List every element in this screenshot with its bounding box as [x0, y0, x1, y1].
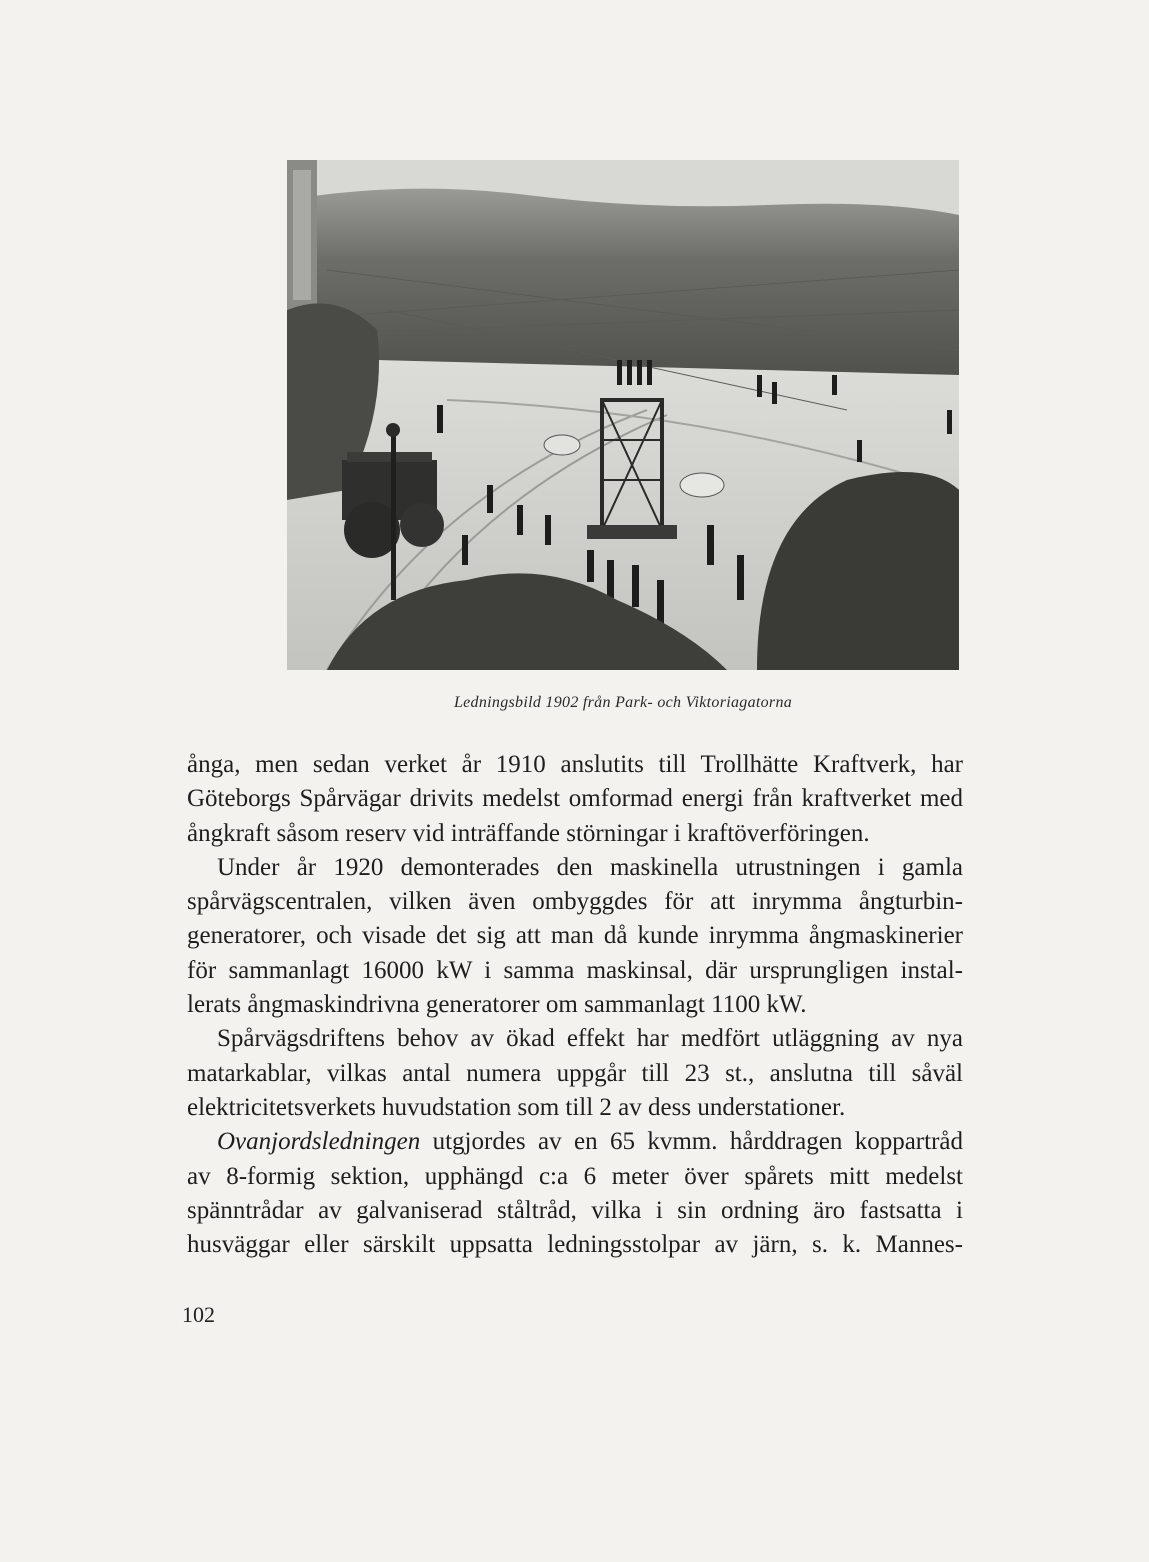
text-line: spänntrådar av galvaniserad ståltråd, vilka i sin ordning äro fastsatta i — [187, 1196, 963, 1224]
text-line: Göteborgs Spårvägar drivits medelst omformad energi från kraftverket med — [187, 785, 963, 813]
photo-caption: Ledningsbild 1902 från Park- och Viktoriagatorna — [453, 694, 793, 711]
text-line: av 8-formig sektion, upphängd c:a 6 meter över spårets mitt medelst — [187, 1162, 963, 1190]
text-line: husväggar eller särskilt uppsatta ledningsstolpar av järn, s. k. Mannes- — [187, 1231, 963, 1259]
text-line: Spårvägsdriftens behov av ökad effekt har medfört utläggning av nya — [217, 1025, 963, 1053]
page-number: 102 — [182, 1302, 215, 1327]
italic-term: Ovanjordsledningen — [217, 1128, 421, 1156]
historical-photograph — [287, 160, 959, 670]
text-line: elektricitetsverkets huvudstation som till 2 av dess understationer. — [187, 1093, 846, 1121]
text-line: lerats ångmaskindrivna generatorer om sammanlagt 1100 kW. — [187, 991, 807, 1019]
text-line: generatorer, och visade det sig att man då kunde inrymma ångmaskinerier — [187, 922, 963, 950]
text-line: Under år 1920 demonterades den maskinella utrustningen i gamla — [217, 853, 963, 881]
text-line: ånga, men sedan verket år 1910 anslutits till Trollhätte Kraftverk, har — [187, 751, 963, 778]
body-text — [187, 748, 963, 1262]
street-scene-illustration — [287, 160, 959, 670]
text-line: spårvägscentralen, vilken även ombyggdes för att inrymma ångturbin- — [187, 888, 963, 916]
text-line: för sammanlagt 16000 kW i samma maskinsal, där ursprungligen instal- — [187, 956, 963, 984]
text-line: matarkablar, vilkas antal numera uppgår till 23 st., anslutna till såväl — [187, 1059, 963, 1087]
text-span: utgjordes av en 65 kvmm. hårddragen koppartråd — [420, 1128, 963, 1156]
text-line — [187, 1125, 963, 1159]
text-line: ångkraft såsom reserv vid inträffande störningar i kraftöverföringen. — [187, 819, 870, 847]
